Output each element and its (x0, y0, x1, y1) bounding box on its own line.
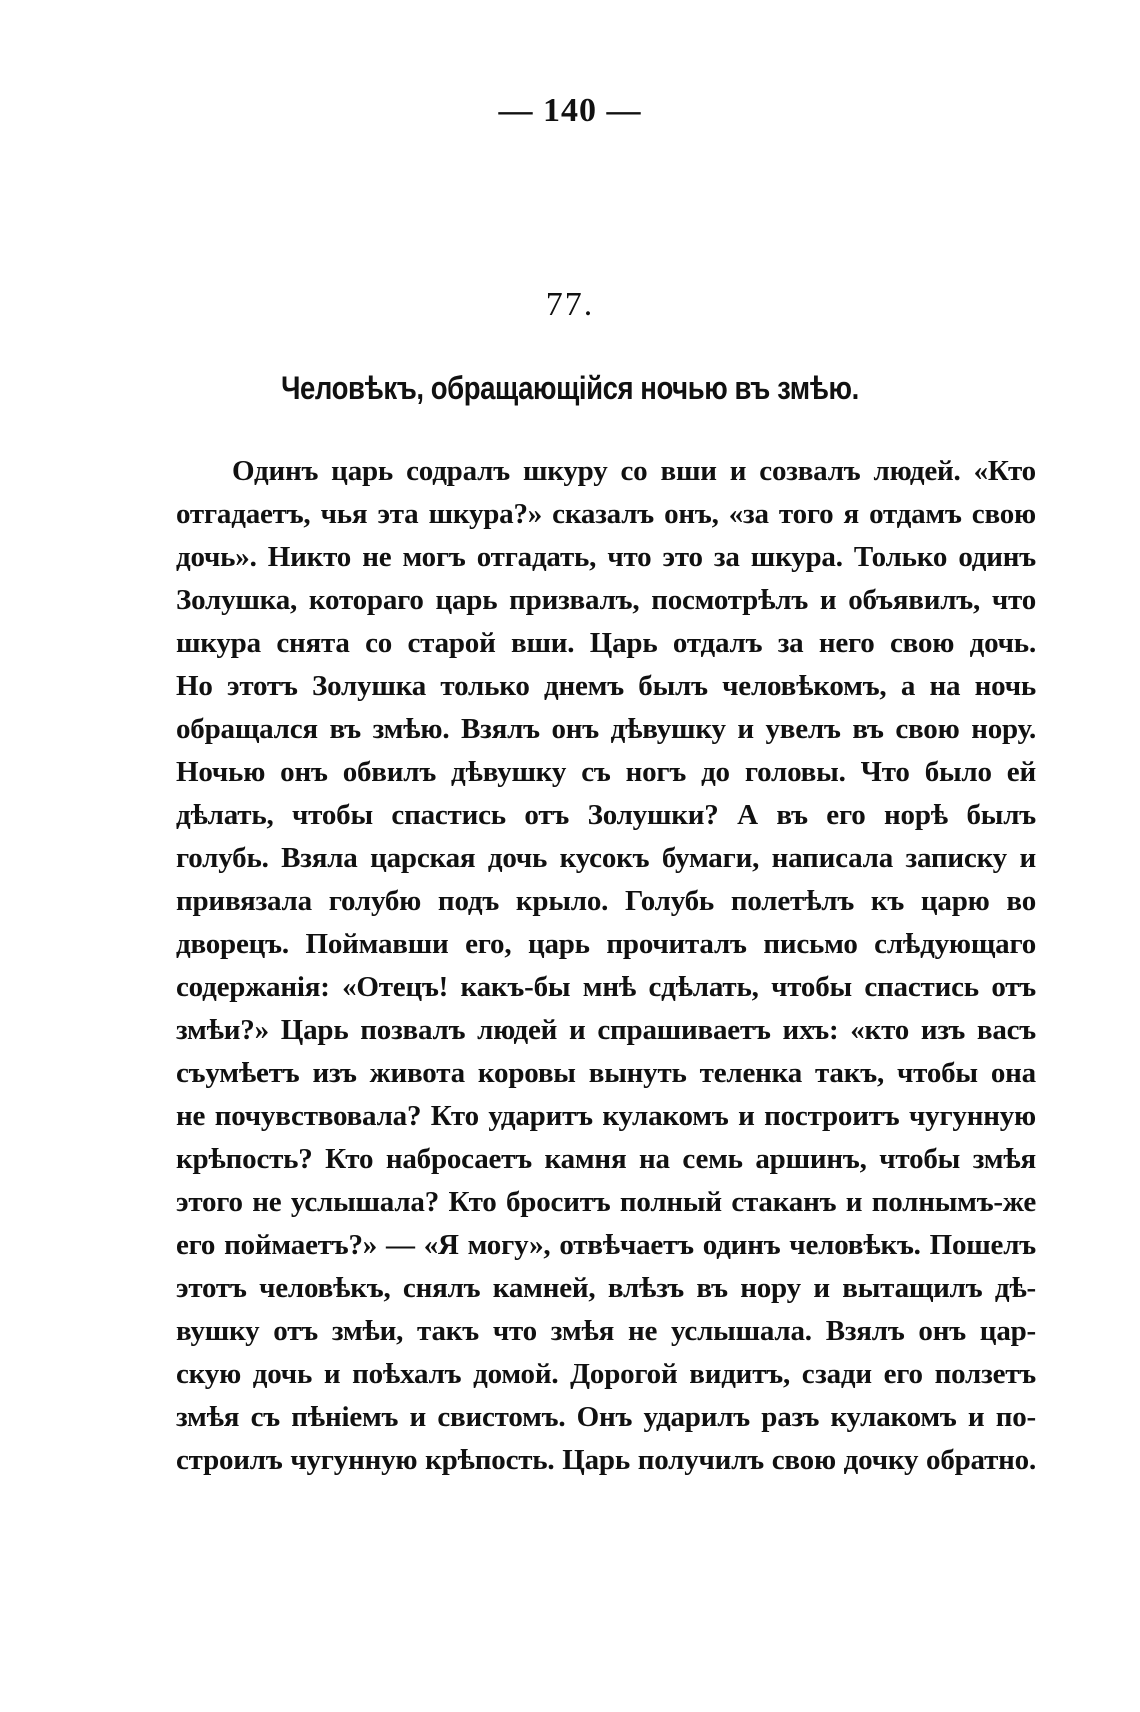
text-line: вушку отъ змѣи, такъ что змѣя не услышала. Взялъ онъ цар- (176, 1315, 1036, 1347)
story-title: Человѣкъ, обращающійся ночью въ змѣю. (281, 370, 859, 406)
text-line: строилъ чугунную крѣпость. Царь получилъ свою дочку обратно. (176, 1444, 1036, 1476)
story-number: 77. (545, 286, 595, 323)
text-line: дѣлать, чтобы спастись отъ Золушки? А въ его норѣ былъ (176, 799, 1036, 831)
text-line: содержанія: «Отецъ! какъ-бы мнѣ сдѣлать, чтобы спастись отъ (176, 971, 1036, 1003)
text-line: голубь. Взяла царская дочь кусокъ бумаги, написала записку и (176, 842, 1036, 874)
text-line: съумѣетъ изъ живота коровы вынуть теленка такъ, чтобы она (176, 1057, 1036, 1089)
page-number: — 140 — (498, 92, 642, 129)
text-line: Одинъ царь содралъ шкуру со вши и созвалъ людей. «Кто (232, 455, 1036, 487)
text-line: Но этотъ Золушка только днемъ былъ человѣкомъ, а на ночь (176, 670, 1036, 702)
text-line: привязала голубю подъ крыло. Голубь полетѣлъ къ царю во (176, 885, 1036, 917)
text-line: дочь». Никто не могъ отгадать, что это за шкура. Только одинъ (176, 541, 1036, 573)
text-line: Ночью онъ обвилъ дѣвушку съ ногъ до головы. Что было ей (176, 756, 1036, 788)
story-text (176, 450, 1036, 1482)
text-line: змѣя съ пѣніемъ и свистомъ. Онъ ударилъ разъ кулакомъ и по- (176, 1401, 1036, 1433)
text-line: Золушка, котораго царь призвалъ, посмотрѣлъ и объявилъ, что (176, 584, 1036, 616)
text-line: змѣи?» Царь позвалъ людей и спрашиваетъ ихъ: «кто изъ васъ (176, 1014, 1036, 1046)
text-line: крѣпость? Кто набросаетъ камня на семь аршинъ, чтобы змѣя (176, 1143, 1036, 1175)
text-line: отгадаетъ, чья эта шкура?» сказалъ онъ, «за того я отдамъ свою (176, 498, 1036, 530)
text-line: дворецъ. Поймавши его, царь прочиталъ письмо слѣдующаго (176, 928, 1036, 960)
text-line: этого не услышала? Кто броситъ полный стаканъ и полнымъ-же (176, 1186, 1036, 1218)
text-line: обращался въ змѣю. Взялъ онъ дѣвушку и увелъ въ свою нору. (176, 713, 1036, 745)
text-line: шкура снята со старой вши. Царь отдалъ за него свою дочь. (176, 627, 1036, 659)
text-line: скую дочь и поѣхалъ домой. Дорогой видитъ, сзади его ползетъ (176, 1358, 1036, 1390)
text-line: не почувствовала? Кто ударитъ кулакомъ и построитъ чугунную (176, 1100, 1036, 1132)
text-line: этотъ человѣкъ, снялъ камней, влѣзъ въ нору и вытащилъ дѣ- (176, 1272, 1036, 1304)
text-line: его поймаетъ?» — «Я могу», отвѣчаетъ одинъ человѣкъ. Пошелъ (176, 1229, 1036, 1261)
